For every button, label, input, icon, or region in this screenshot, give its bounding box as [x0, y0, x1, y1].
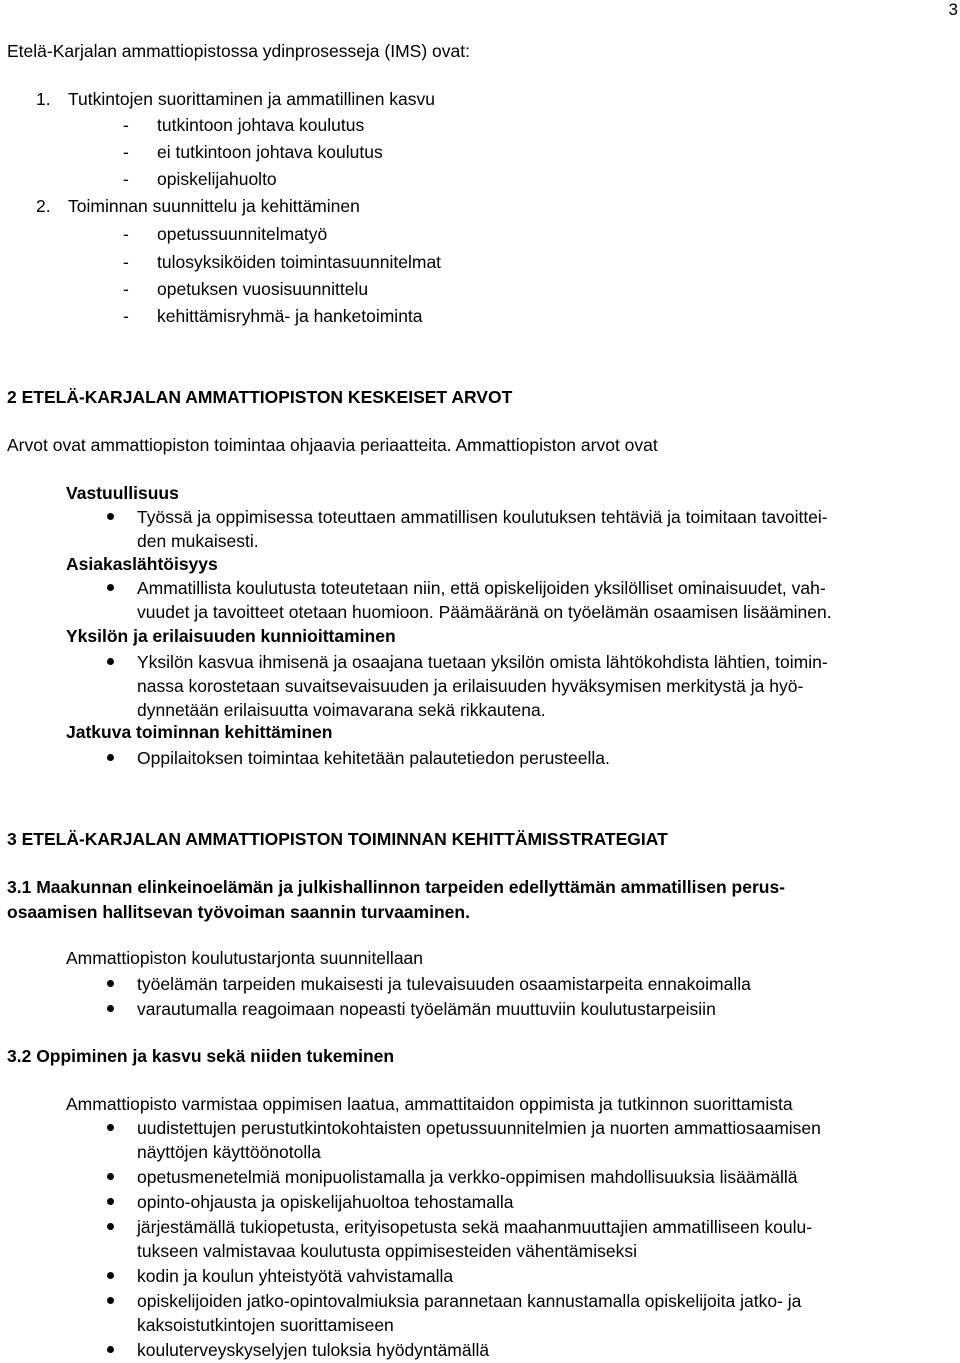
process-item: kehittämisryhmä- ja hanketoiminta [157, 306, 423, 326]
list-item: kaksoistutkintojen suorittamiseen [137, 1315, 394, 1335]
process-number: 2. [36, 196, 51, 216]
value-text: Työssä ja oppimisessa toteuttaen ammatillisen koulutuksen tehtäviä ja toimitaan tavoittei- [137, 507, 828, 527]
bullet-icon [107, 658, 114, 665]
list-item: opiskelijoiden jatko-opintovalmiuksia parannetaan kannustamalla opiskelijoita jatko- ja [137, 1291, 802, 1311]
subsection-title: 3.1 Maakunnan elinkeinoelämän ja julkishallinnon tarpeiden edellyttämän ammatillisen perus- [7, 877, 786, 897]
value-text: den mukaisesti. [137, 531, 259, 551]
bullet-icon [107, 1272, 114, 1279]
bullet-icon [107, 513, 114, 520]
page-number: 3 [948, 0, 958, 19]
process-title: Toiminnan suunnittelu ja kehittäminen [68, 196, 360, 216]
subsection-title: osaamisen hallitsevan työvoiman saannin turvaaminen. [7, 902, 470, 922]
value-text: Ammatillista koulutusta toteutetaan niin, että opiskelijoiden yksilölliset ominaisuudet, vah- [137, 578, 826, 598]
list-item: näyttöjen käyttöönotolla [137, 1142, 321, 1162]
value-title: Vastuullisuus [66, 483, 179, 503]
process-number: 1. [36, 89, 51, 109]
subsection-intro: Ammattiopisto varmistaa oppimisen laatua, ammattitaidon oppimista ja tutkinnon suorittamista [66, 1094, 793, 1114]
list-item: opinto-ohjausta ja opiskelijahuoltoa tehostamalla [137, 1192, 514, 1212]
value-text: nassa korostetaan suvaitsevaisuuden ja erilaisuuden hyväksymisen merkitystä ja hyö- [137, 676, 804, 696]
bullet-icon [107, 1223, 114, 1230]
subsection-intro: Ammattiopiston koulutustarjonta suunnitellaan [66, 948, 424, 968]
dash: - [123, 252, 129, 272]
section-heading: 2 ETELÄ-KARJALAN AMMATTIOPISTON KESKEISET ARVOT [7, 387, 513, 407]
bullet-icon [107, 1297, 114, 1304]
process-item: tulosyksiköiden toimintasuunnitelmat [157, 252, 442, 272]
dash: - [123, 115, 129, 135]
bullet-icon [107, 1005, 114, 1012]
subsection-title: 3.2 Oppiminen ja kasvu sekä niiden tukeminen [7, 1046, 395, 1066]
dash: - [123, 142, 129, 162]
value-text: dynnetään erilaisuutta voimavarana sekä rikkautena. [137, 700, 546, 720]
process-item: opetuksen vuosisuunnittelu [157, 279, 369, 299]
section-heading: 3 ETELÄ-KARJALAN AMMATTIOPISTON TOIMINNAN KEHITTÄMISSTRATEGIAT [7, 829, 668, 849]
value-title: Yksilön ja erilaisuuden kunnioittaminen [66, 626, 396, 646]
bullet-icon [107, 1124, 114, 1131]
list-item: tukseen valmistavaa koulutusta oppimisesteiden vähentämiseksi [137, 1241, 637, 1261]
process-item: opiskelijahuolto [157, 169, 277, 189]
value-text: vuudet ja tavoitteet otetaan huomioon. Päämääränä on työelämän osaamisen lisääminen. [137, 602, 832, 622]
bullet-icon [107, 1198, 114, 1205]
section-intro: Arvot ovat ammattiopiston toimintaa ohjaavia periaatteita. Ammattiopiston arvot ovat [7, 435, 658, 455]
bullet-icon [107, 980, 114, 987]
bullet-icon [107, 1173, 114, 1180]
list-item: työelämän tarpeiden mukaisesti ja tulevaisuuden osaamistarpeita ennakoimalla [137, 974, 751, 994]
bullet-icon [107, 1346, 114, 1353]
list-item: kodin ja koulun yhteistyötä vahvistamalla [137, 1266, 454, 1286]
process-item: ei tutkintoon johtava koulutus [157, 142, 383, 162]
list-item: järjestämällä tukiopetusta, erityisopetusta sekä maahanmuuttajien ammatilliseen koulu- [137, 1217, 813, 1237]
process-item: opetussuunnitelmatyö [157, 224, 328, 244]
value-text: Oppilaitoksen toimintaa kehitetään palautetiedon perusteella. [137, 748, 610, 768]
dash: - [123, 306, 129, 326]
value-title: Jatkuva toiminnan kehittäminen [66, 722, 333, 742]
list-item: opetusmenetelmiä monipuolistamalla ja verkko-oppimisen mahdollisuuksia lisäämällä [137, 1167, 798, 1187]
list-item: kouluterveyskyselyjen tuloksia hyödyntämällä [137, 1340, 490, 1360]
value-title: Asiakaslähtöisyys [66, 554, 218, 574]
dash: - [123, 279, 129, 299]
process-item: tutkintoon johtava koulutus [157, 115, 365, 135]
bullet-icon [107, 584, 114, 591]
dash: - [123, 224, 129, 244]
dash: - [123, 169, 129, 189]
list-item: uudistettujen perustutkintokohtaisten opetussuunnitelmien ja nuorten ammattiosaamisen [137, 1118, 821, 1138]
bullet-icon [107, 754, 114, 761]
intro-text: Etelä-Karjalan ammattiopistossa ydinprosesseja (IMS) ovat: [7, 41, 470, 61]
list-item: varautumalla reagoimaan nopeasti työelämän muuttuviin koulutustarpeisiin [137, 999, 716, 1019]
value-text: Yksilön kasvua ihmisenä ja osaajana tuetaan yksilön omista lähtökohdista lähtien, toimin- [137, 652, 828, 672]
process-title: Tutkintojen suorittaminen ja ammatillinen kasvu [68, 89, 436, 109]
